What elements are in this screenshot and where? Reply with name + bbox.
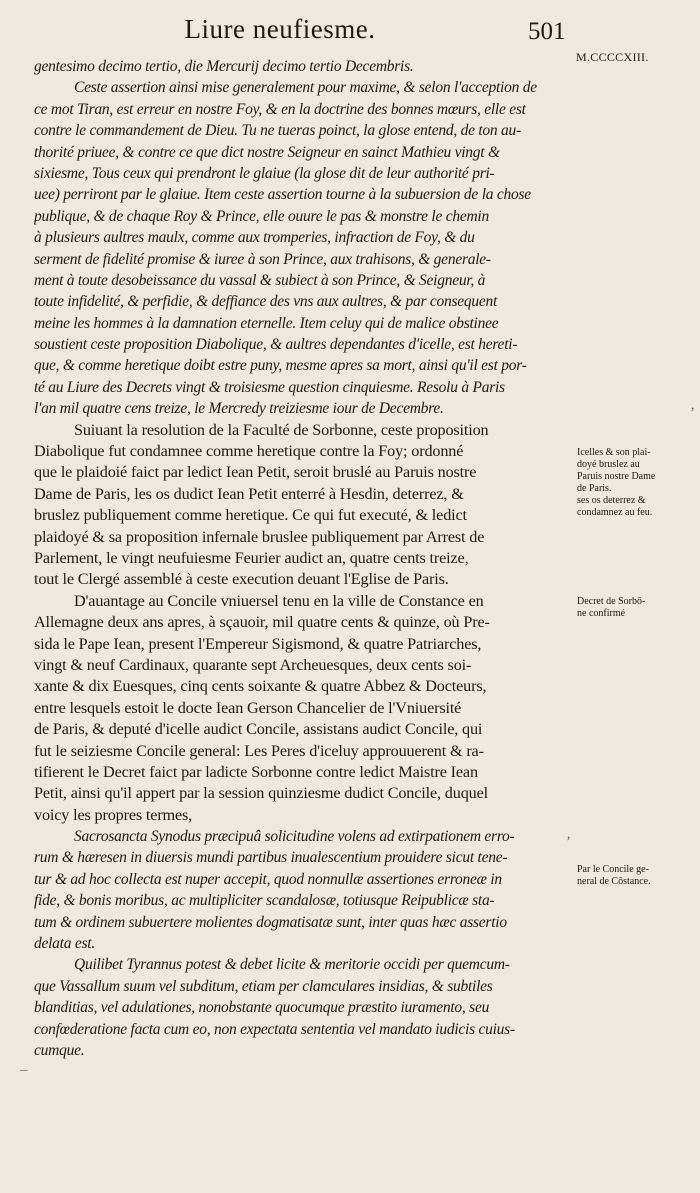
text-line: que, & comme heretique doibt estre puny, mesme apres sa mort, ainsi qu'il est por- bbox=[34, 357, 527, 375]
margin-note-line: ses os deterrez & bbox=[577, 495, 646, 506]
text-line: plaidoyé & sa proposition infernale bruslee publiquement par Arrest de bbox=[34, 527, 485, 546]
page-number: 501 bbox=[528, 18, 566, 45]
text-line: à plusieurs aultres maulx, comme aux tromperies, infraction de Foy, & du bbox=[34, 229, 475, 247]
text-line: que Vassallum suum vel subditum, etiam per clamculares insidias, & subtiles bbox=[34, 977, 493, 995]
text-line: Quilibet Tyrannus potest & debet licite & meritorie occidi per quemcum- bbox=[74, 956, 510, 974]
margin-note-burning bbox=[577, 447, 695, 519]
margin-note-line: Decret de Sorbō- bbox=[577, 596, 646, 607]
text-line: fut le seiziesme Concile general: Les Peres d'iceluy approuuerent & ra- bbox=[34, 741, 484, 760]
text-line: ment à toute desobeissance du vassal & subiect à son Prince, & Seigneur, à bbox=[34, 271, 486, 289]
text-line: rum & hæresen in diuersis mundi partibus inualescentium prouidere sicut tene- bbox=[34, 849, 508, 867]
margin-note-line: condamnez au feu. bbox=[577, 507, 653, 518]
text-line: té au Liure des Decrets vingt & troisiesme question cinquiesme. Resolu à Paris bbox=[34, 378, 505, 396]
margin-mark: ’ bbox=[690, 405, 695, 421]
text-line: que le plaidoié faict par ledict Iean Petit, seroit bruslé au Paruis nostre bbox=[34, 463, 477, 482]
margin-note-council-constance bbox=[577, 864, 695, 888]
text-line: cumque. bbox=[34, 1041, 85, 1059]
text-line: meine les hommes à la damnation eternelle. Item celuy qui de malice obstinee bbox=[34, 314, 499, 332]
text-line: gentesimo decimo tertio, die Mercurij decimo tertio Decembris. bbox=[34, 58, 414, 75]
text-line: Suiuant la resolution de la Faculté de Sorbonne, ceste proposition bbox=[74, 420, 489, 439]
text-line: Petit, ainsi qu'il appert par la session quinziesme dudict Concile, duquel bbox=[34, 784, 488, 803]
text-line: tur & ad hoc collecta est nuper accepit, quod nonnullæ assertiones erroneæ in bbox=[34, 870, 502, 888]
text-line: D'auantage au Concile vniuersel tenu en la ville de Constance en bbox=[74, 591, 484, 610]
text-line: tum & ordinem subuertere molientes dogmatisatæ sunt, inter quas hæc assertio bbox=[34, 913, 507, 931]
margin-note-line: doyé bruslez au bbox=[577, 459, 640, 470]
margin-note-line: Icelles & son plai- bbox=[577, 447, 651, 458]
text-line: bruslez publiquement comme heretique. Ce qui fut executé, & ledict bbox=[34, 506, 467, 525]
year-marker: M.CCCCXIII. bbox=[576, 50, 649, 64]
text-line: Dame de Paris, les os dudict Iean Petit enterré à Hesdin, deterrez, & bbox=[34, 484, 464, 503]
text-line: l'an mil quatre cens treize, le Mercredy treiziesme iour de Decembre. bbox=[34, 400, 444, 418]
margin-note-line: neral de Cōstance. bbox=[577, 876, 651, 887]
text-line: thorité priuee, & contre ce que dict nostre Seigneur en sainct Mathieu vingt & bbox=[34, 143, 500, 161]
text-line: Sacrosancta Synodus præcipuâ solicitudine volens ad extirpationem erro- bbox=[74, 828, 515, 846]
text-line: Ceste assertion ainsi mise generalement pour maxime, & selon l'acception de bbox=[74, 79, 537, 97]
text-line: publique, & de chaque Roy & Prince, elle ouure le pas & monstre le chemin bbox=[34, 207, 489, 225]
text-line: delata est. bbox=[34, 935, 95, 953]
text-line: entre lesquels estoit le docte Iean Gerson Chancelier de l'Vniuersité bbox=[34, 698, 462, 717]
margin-note-line: de Paris. bbox=[577, 483, 612, 494]
margin-mark: ‚ bbox=[566, 826, 571, 842]
margin-note-line: ne confirmé bbox=[577, 608, 626, 619]
text-line: fide, & bonis moribus, ac multipliciter scandalosæ, totiusque Reipublicæ sta- bbox=[34, 892, 495, 910]
text-line: blanditias, vel adulationes, nonobstante quocumque præstito iuramento, seu bbox=[34, 999, 490, 1017]
text-line: sixiesme, Tous ceux qui prendront le glaiue (la glose dit de leur authorité pri- bbox=[34, 164, 495, 182]
text-line: vingt & neuf Cardinaux, quarante sept Archeuesques, deux cents soi- bbox=[34, 655, 472, 674]
margin-note-line: Par le Concile ge- bbox=[577, 864, 649, 875]
running-head: Liure neufiesme. bbox=[184, 14, 376, 44]
margin-mark: – bbox=[20, 1062, 28, 1078]
text-line: toute infidelité, & perfidie, & deffiance des vns aux aultres, & par consequent bbox=[34, 293, 498, 311]
margin-note-line: Paruis nostre Dame bbox=[577, 471, 656, 482]
text-line: de Paris, & deputé d'icelle audict Concile, assistans audict Concile, qui bbox=[34, 720, 483, 739]
margin-note-sorbonne-decree bbox=[577, 596, 695, 620]
text-line: voicy les propres termes, bbox=[34, 805, 193, 824]
text-line: sida le Pape Iean, present l'Empereur Sigismond, & quatre Patriarches, bbox=[34, 634, 482, 653]
text-line: xante & dix Euesques, cinq cents soixante & quatre Abbez & Docteurs, bbox=[34, 677, 487, 696]
text-line: uee) perriront par le glaiue. Item ceste assertion tourne à la subuersion de la chose bbox=[34, 186, 531, 204]
text-line: confœderatione facta cum eo, non expectata sententia vel mandato iudicis cuius- bbox=[34, 1020, 515, 1038]
text-line: Allemagne deux ans apres, à sçauoir, mil quatre cents & quinze, où Pre- bbox=[34, 613, 490, 632]
text-line: contre le commandement de Dieu. Tu ne tueras poinct, la glose entend, de ton au- bbox=[34, 122, 521, 140]
body-text bbox=[34, 56, 569, 1061]
text-line: Parlement, le vingt neufuiesme Feurier audict an, quatre cents treize, bbox=[34, 548, 469, 567]
text-line: Diabolique fut condamnee comme heretique contre la Foy; ordonné bbox=[34, 442, 464, 461]
text-line: soustient ceste proposition Diabolique, & aultres dependantes d'icelle, est hereti- bbox=[34, 336, 518, 354]
text-line: tifierent le Decret faict par ladicte Sorbonne contre ledict Maistre Iean bbox=[34, 762, 478, 781]
text-line: ce mot Tiran, est erreur en nostre Foy, & en la doctrine des bonnes mœurs, elle est bbox=[34, 100, 526, 118]
text-line: tout le Clergé assemblé à ceste execution deuant l'Eglise de Paris. bbox=[34, 570, 449, 589]
text-line: serment de fidelité promise & iuree à son Prince, aux trahisons, & generale- bbox=[34, 250, 491, 268]
